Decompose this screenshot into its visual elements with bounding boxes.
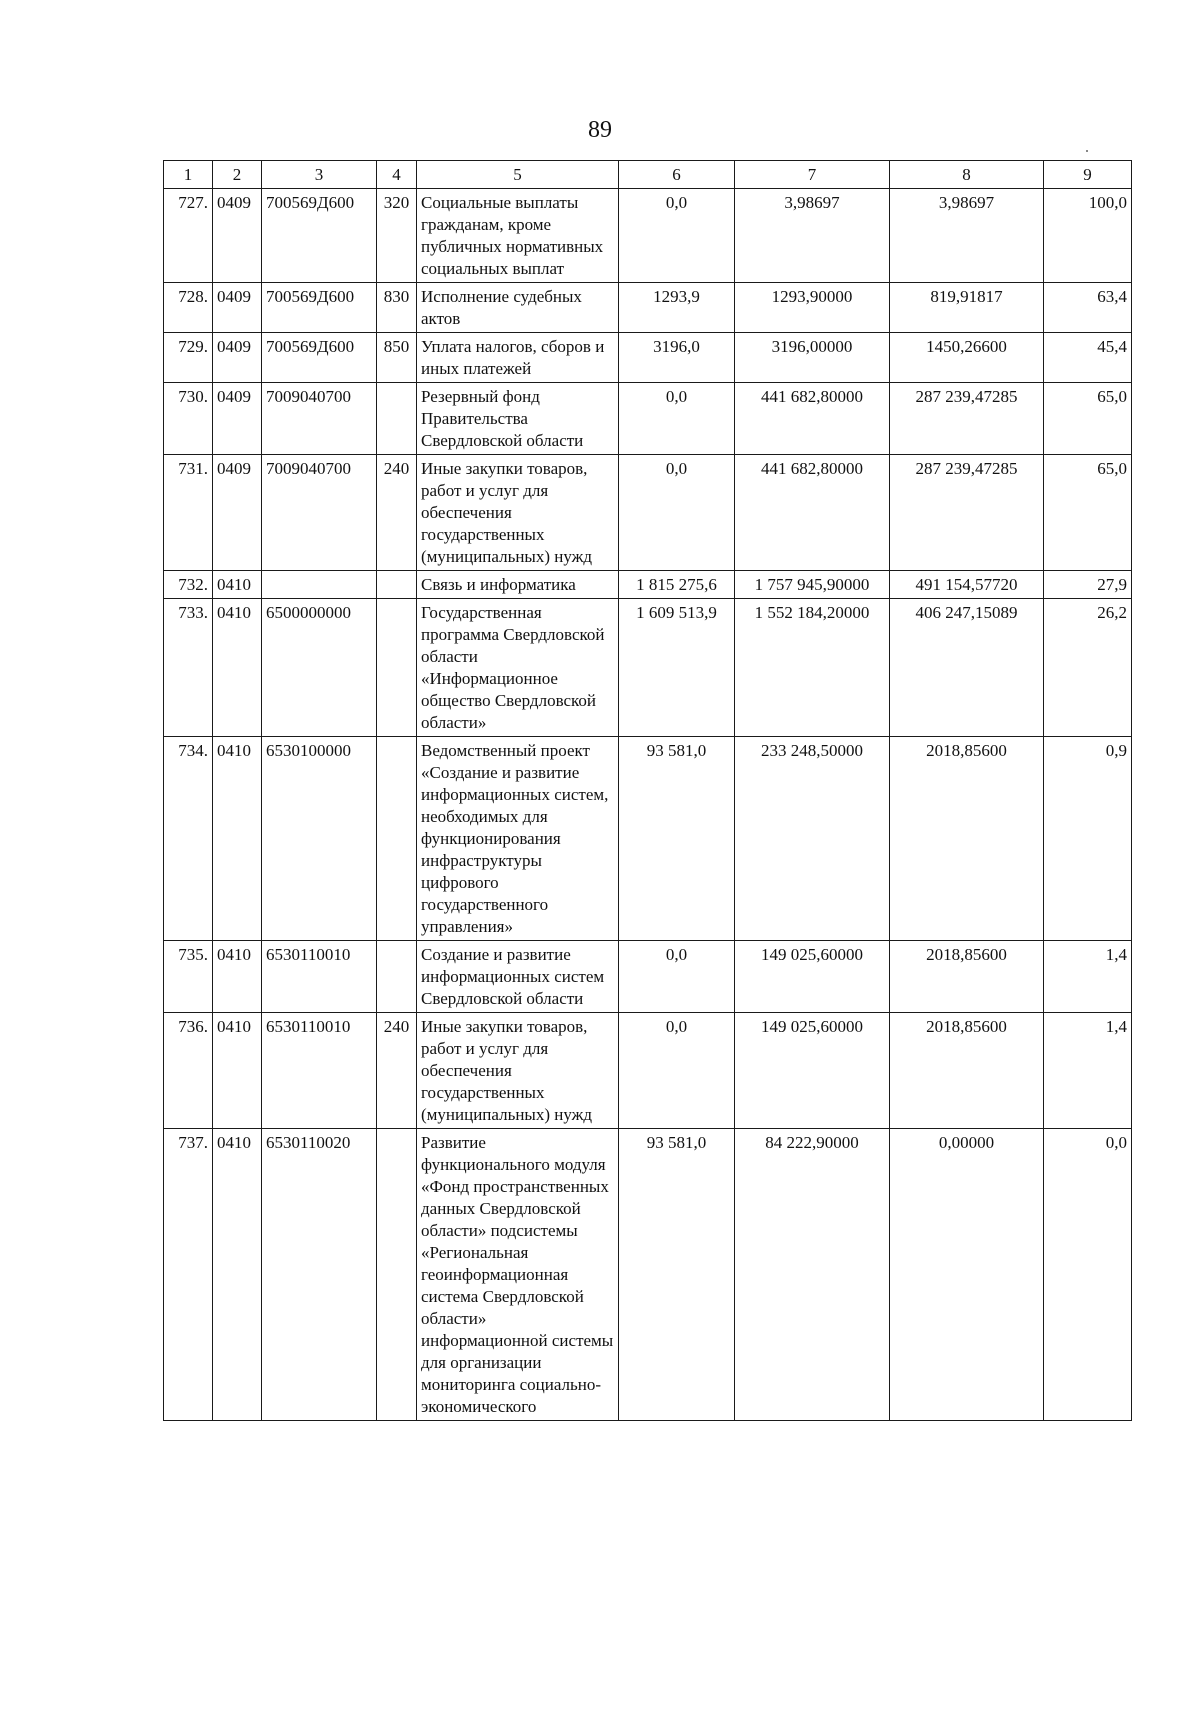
value-col9: 100,0 (1044, 189, 1132, 283)
item-name: Государственная программа Свердловской области «Информационное общество Свердловской области» (417, 599, 619, 737)
column-header: 7 (735, 161, 890, 189)
item-name: Иные закупки товаров, работ и услуг для обеспечения государственных (муниципальных) нужд (417, 455, 619, 571)
value-col6: 1293,9 (619, 283, 735, 333)
value-col6: 0,0 (619, 383, 735, 455)
target-code: 6530110010 (262, 941, 377, 1013)
item-name: Ведомственный проект «Создание и развитие информационных систем, необходимых для функционирования инфраструктуры цифрового государственного управления» (417, 737, 619, 941)
value-col8: 287 239,47285 (890, 455, 1044, 571)
target-code: 7009040700 (262, 383, 377, 455)
column-header: 8 (890, 161, 1044, 189)
value-col6: 1 815 275,6 (619, 571, 735, 599)
target-code: 700569Д600 (262, 189, 377, 283)
table-row (164, 189, 1132, 283)
section-code: 0409 (213, 189, 262, 283)
expense-type: 830 (377, 283, 417, 333)
value-col9: 0,0 (1044, 1129, 1132, 1421)
value-col6: 0,0 (619, 1013, 735, 1129)
value-col9: 26,2 (1044, 599, 1132, 737)
column-header: 4 (377, 161, 417, 189)
value-col6: 93 581,0 (619, 1129, 735, 1421)
section-code: 0410 (213, 737, 262, 941)
expense-type (377, 571, 417, 599)
value-col7: 149 025,60000 (735, 1013, 890, 1129)
row-number: 736. (164, 1013, 213, 1129)
row-number: 728. (164, 283, 213, 333)
target-code: 700569Д600 (262, 333, 377, 383)
section-code: 0409 (213, 455, 262, 571)
value-col8: 406 247,15089 (890, 599, 1044, 737)
value-col9: 0,9 (1044, 737, 1132, 941)
column-header: 3 (262, 161, 377, 189)
section-code: 0409 (213, 283, 262, 333)
value-col9: 65,0 (1044, 383, 1132, 455)
table-row (164, 941, 1132, 1013)
item-name: Связь и информатика (417, 571, 619, 599)
value-col8: 2018,85600 (890, 1013, 1044, 1129)
value-col6: 0,0 (619, 941, 735, 1013)
row-number: 727. (164, 189, 213, 283)
value-col9: 63,4 (1044, 283, 1132, 333)
item-name: Уплата налогов, сборов и иных платежей (417, 333, 619, 383)
section-code: 0410 (213, 599, 262, 737)
expense-type: 320 (377, 189, 417, 283)
value-col7: 441 682,80000 (735, 455, 890, 571)
value-col9: 65,0 (1044, 455, 1132, 571)
value-col9: 1,4 (1044, 1013, 1132, 1129)
row-number: 734. (164, 737, 213, 941)
target-code (262, 571, 377, 599)
value-col6: 3196,0 (619, 333, 735, 383)
row-number: 730. (164, 383, 213, 455)
value-col9: 27,9 (1044, 571, 1132, 599)
expense-type: 240 (377, 1013, 417, 1129)
page-number: 89 (588, 117, 612, 143)
column-header: 6 (619, 161, 735, 189)
value-col8: 2018,85600 (890, 941, 1044, 1013)
section-code: 0410 (213, 1129, 262, 1421)
value-col8: 287 239,47285 (890, 383, 1044, 455)
table-row (164, 571, 1132, 599)
scan-mark (1086, 150, 1088, 152)
table-row (164, 1129, 1132, 1421)
value-col6: 1 609 513,9 (619, 599, 735, 737)
value-col8: 1450,26600 (890, 333, 1044, 383)
item-name: Исполнение судебных актов (417, 283, 619, 333)
item-name: Социальные выплаты гражданам, кроме публичных нормативных социальных выплат (417, 189, 619, 283)
value-col7: 1 757 945,90000 (735, 571, 890, 599)
expense-type (377, 383, 417, 455)
item-name: Создание и развитие информационных систем Свердловской области (417, 941, 619, 1013)
value-col7: 3,98697 (735, 189, 890, 283)
section-code: 0410 (213, 571, 262, 599)
row-number: 735. (164, 941, 213, 1013)
target-code: 700569Д600 (262, 283, 377, 333)
value-col8: 2018,85600 (890, 737, 1044, 941)
row-number: 731. (164, 455, 213, 571)
table-row (164, 599, 1132, 737)
expense-type: 240 (377, 455, 417, 571)
value-col7: 149 025,60000 (735, 941, 890, 1013)
value-col7: 84 222,90000 (735, 1129, 890, 1421)
section-code: 0410 (213, 941, 262, 1013)
budget-table (163, 160, 1132, 1421)
row-number: 733. (164, 599, 213, 737)
value-col7: 3196,00000 (735, 333, 890, 383)
table-row (164, 333, 1132, 383)
value-col9: 1,4 (1044, 941, 1132, 1013)
item-name: Резервный фонд Правительства Свердловской области (417, 383, 619, 455)
row-number: 737. (164, 1129, 213, 1421)
value-col8: 491 154,57720 (890, 571, 1044, 599)
value-col7: 441 682,80000 (735, 383, 890, 455)
value-col6: 0,0 (619, 189, 735, 283)
item-name: Иные закупки товаров, работ и услуг для обеспечения государственных (муниципальных) нужд (417, 1013, 619, 1129)
expense-type (377, 737, 417, 941)
row-number: 732. (164, 571, 213, 599)
table-row (164, 737, 1132, 941)
section-code: 0409 (213, 333, 262, 383)
value-col7: 233 248,50000 (735, 737, 890, 941)
target-code: 6500000000 (262, 599, 377, 737)
section-code: 0410 (213, 1013, 262, 1129)
table-row (164, 455, 1132, 571)
expense-type (377, 599, 417, 737)
table-row (164, 283, 1132, 333)
value-col7: 1293,90000 (735, 283, 890, 333)
value-col6: 0,0 (619, 455, 735, 571)
value-col6: 93 581,0 (619, 737, 735, 941)
expense-type (377, 941, 417, 1013)
target-code: 6530110020 (262, 1129, 377, 1421)
target-code: 7009040700 (262, 455, 377, 571)
item-name: Развитие функционального модуля «Фонд пространственных данных Свердловской области» подсистемы «Региональная геоинформационная система Свердловской области» информационной системы для организации мониторинга социально-экономического (417, 1129, 619, 1421)
table-row (164, 383, 1132, 455)
value-col7: 1 552 184,20000 (735, 599, 890, 737)
expense-type (377, 1129, 417, 1421)
table-row (164, 1013, 1132, 1129)
column-header: 5 (417, 161, 619, 189)
value-col9: 45,4 (1044, 333, 1132, 383)
section-code: 0409 (213, 383, 262, 455)
column-header: 2 (213, 161, 262, 189)
column-header: 1 (164, 161, 213, 189)
target-code: 6530100000 (262, 737, 377, 941)
header-row (164, 161, 1132, 189)
value-col8: 3,98697 (890, 189, 1044, 283)
row-number: 729. (164, 333, 213, 383)
target-code: 6530110010 (262, 1013, 377, 1129)
column-header: 9 (1044, 161, 1132, 189)
value-col8: 0,00000 (890, 1129, 1044, 1421)
value-col8: 819,91817 (890, 283, 1044, 333)
expense-type: 850 (377, 333, 417, 383)
